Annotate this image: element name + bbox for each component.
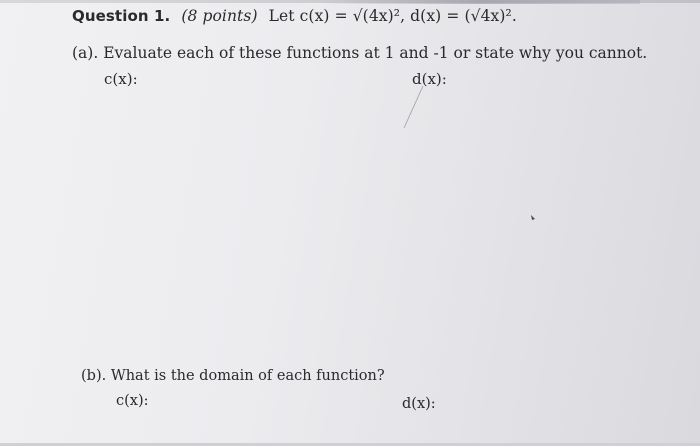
question-label: Question 1.: [72, 7, 171, 25]
part-a-d-label: d(x):: [412, 70, 447, 88]
part-b-d-label: d(x):: [402, 396, 436, 412]
part-a-instruction: (a). Evaluate each of these functions at 1 and -1 or state why you cannot.: [72, 44, 648, 62]
part-b-c-label: c(x):: [116, 393, 149, 409]
question-prompt: Let c(x) = √(4x)², d(x) = (√4x)².: [268, 7, 517, 25]
question-header: [72, 7, 517, 25]
part-b-instruction: (b). What is the domain of each function?: [81, 368, 385, 384]
page-top-shadow: [320, 0, 640, 4]
question-points: (8 points): [181, 7, 258, 25]
part-a-c-label: c(x):: [104, 70, 138, 88]
